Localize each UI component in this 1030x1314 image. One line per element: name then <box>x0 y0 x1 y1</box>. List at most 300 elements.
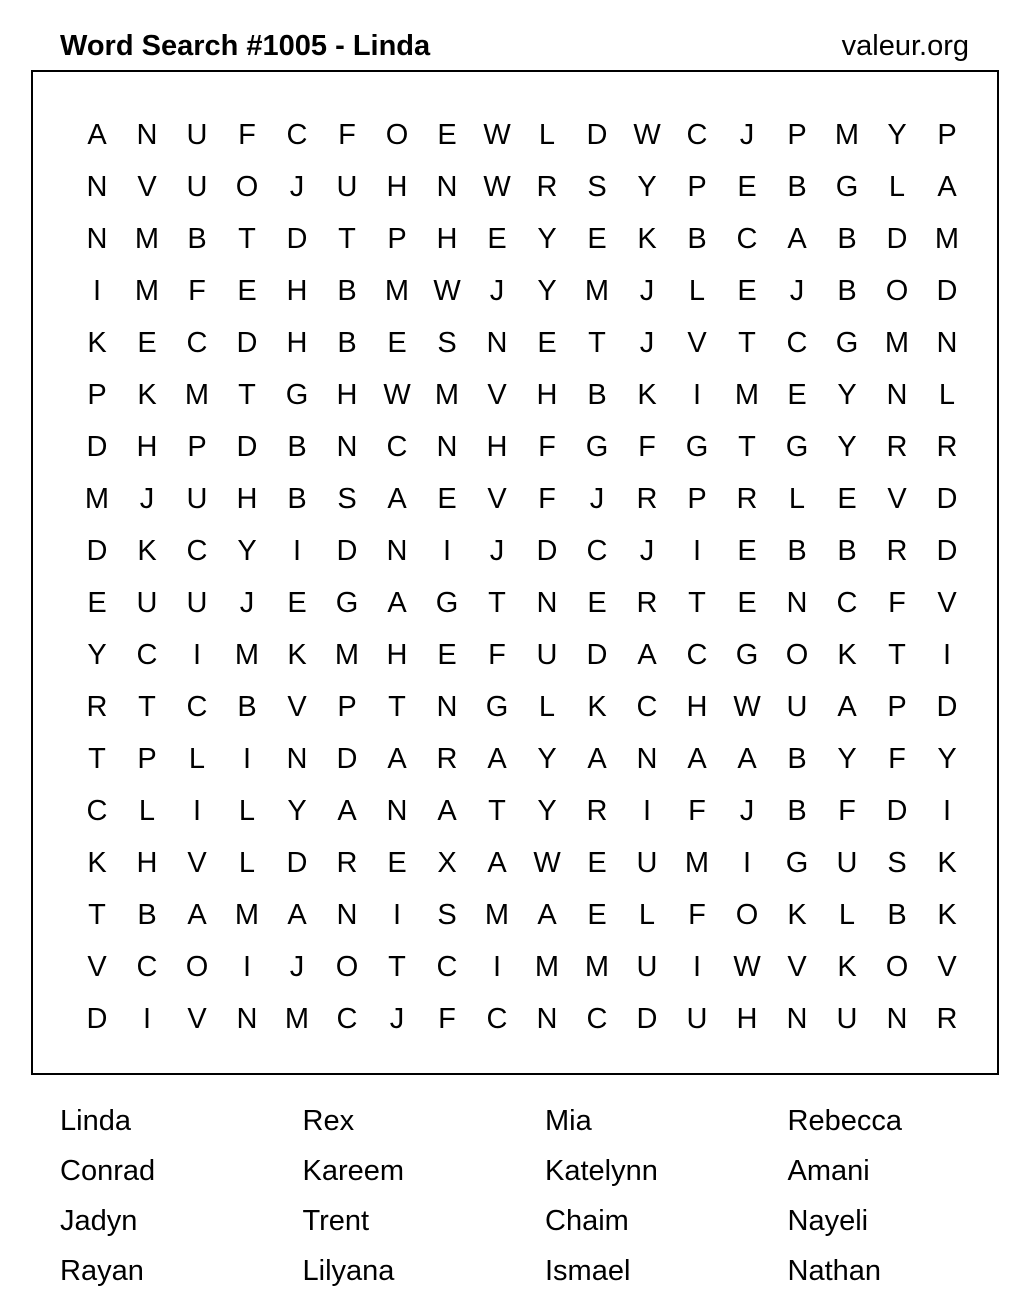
grid-letter: F <box>338 118 356 151</box>
grid-letter: K <box>787 898 807 931</box>
grid-letter: P <box>937 118 957 151</box>
grid-letter: C <box>636 690 658 723</box>
grid-letter: D <box>336 742 358 775</box>
grid-letter: M <box>434 378 460 411</box>
grid-letter: E <box>87 586 107 619</box>
grid-letter: N <box>286 742 308 775</box>
grid-letter: V <box>87 950 107 983</box>
word-list-item: Conrad <box>60 1155 156 1187</box>
grid-letter: F <box>888 586 906 619</box>
grid-letter: U <box>636 846 658 879</box>
grid-letter: K <box>937 846 957 879</box>
grid-letter: D <box>936 690 958 723</box>
grid-letter: B <box>287 430 307 463</box>
grid-letter: U <box>186 170 208 203</box>
grid-letter: H <box>236 482 258 515</box>
grid-letter: P <box>137 742 157 775</box>
grid-letter: O <box>235 170 259 203</box>
grid-letter: O <box>185 950 209 983</box>
grid-letter: E <box>437 638 457 671</box>
grid-letter: Y <box>537 794 557 827</box>
grid-letter: H <box>136 430 158 463</box>
grid-letter: R <box>536 170 558 203</box>
grid-letter: O <box>885 950 909 983</box>
letter-grid <box>72 109 972 1045</box>
grid-letter: D <box>586 638 608 671</box>
grid-letter: G <box>485 690 509 723</box>
grid-letter: N <box>86 170 108 203</box>
grid-letter: I <box>692 950 702 983</box>
grid-letter: B <box>887 898 907 931</box>
grid-letter: O <box>385 118 409 151</box>
grid-letter: M <box>534 950 560 983</box>
grid-letter: V <box>787 950 807 983</box>
grid-letter: E <box>787 378 807 411</box>
grid-letter: H <box>486 430 508 463</box>
grid-letter: K <box>87 326 107 359</box>
grid-letter: F <box>238 118 256 151</box>
grid-letter: N <box>536 1002 558 1035</box>
grid-letter: U <box>186 118 208 151</box>
grid-letter: C <box>86 794 108 827</box>
grid-letter: C <box>136 950 158 983</box>
grid-letter: M <box>284 1002 310 1035</box>
grid-letter: T <box>388 690 406 723</box>
grid-letter: E <box>487 222 507 255</box>
puzzle-title: Word Search #1005 - Linda <box>60 30 431 62</box>
grid-letter: A <box>437 794 457 827</box>
grid-letter: A <box>487 742 507 775</box>
grid-letter: M <box>734 378 760 411</box>
grid-letter: E <box>587 222 607 255</box>
grid-letter: V <box>137 170 157 203</box>
grid-letter: L <box>238 794 256 827</box>
grid-letter: Y <box>887 118 907 151</box>
grid-letter: C <box>386 430 408 463</box>
grid-letter: N <box>886 378 908 411</box>
grid-letter: B <box>287 482 307 515</box>
grid-letter: F <box>688 794 706 827</box>
grid-letter: R <box>336 846 358 879</box>
grid-letter: N <box>436 170 458 203</box>
grid-letter: N <box>786 1002 808 1035</box>
grid-letter: R <box>636 482 658 515</box>
grid-letter: D <box>936 274 958 307</box>
grid-letter: M <box>484 898 510 931</box>
grid-letter: G <box>785 430 809 463</box>
grid-letter: Y <box>537 742 557 775</box>
grid-letter: F <box>888 742 906 775</box>
grid-letter: M <box>84 482 110 515</box>
grid-letter: G <box>835 326 859 359</box>
word-list-item: Linda <box>60 1105 131 1137</box>
grid-letter: S <box>337 482 357 515</box>
grid-letter: M <box>184 378 210 411</box>
grid-letter: T <box>688 586 706 619</box>
grid-letter: O <box>885 274 909 307</box>
grid-letter: N <box>436 690 458 723</box>
grid-letter: U <box>636 950 658 983</box>
grid-letter: T <box>138 690 156 723</box>
grid-letter: Y <box>87 638 107 671</box>
grid-letter: J <box>639 534 655 567</box>
grid-letter: J <box>489 274 505 307</box>
grid-letter: A <box>737 742 757 775</box>
grid-letter: E <box>737 274 757 307</box>
grid-letter: D <box>636 1002 658 1035</box>
grid-letter: T <box>588 326 606 359</box>
grid-letter: L <box>138 794 156 827</box>
grid-letter: D <box>536 534 558 567</box>
grid-letter: J <box>289 170 305 203</box>
grid-letter: G <box>785 846 809 879</box>
grid-letter: C <box>336 1002 358 1035</box>
grid-letter: N <box>436 430 458 463</box>
grid-letter: W <box>483 170 511 203</box>
grid-letter: V <box>287 690 307 723</box>
grid-letter: D <box>936 534 958 567</box>
grid-letter: P <box>387 222 407 255</box>
grid-letter: C <box>186 690 208 723</box>
grid-letter: U <box>536 638 558 671</box>
grid-letter: D <box>586 118 608 151</box>
grid-letter: K <box>837 638 857 671</box>
grid-letter: C <box>586 1002 608 1035</box>
grid-letter: T <box>238 378 256 411</box>
grid-letter: I <box>442 534 452 567</box>
grid-letter: T <box>738 430 756 463</box>
grid-letter: A <box>387 742 407 775</box>
grid-letter: J <box>639 326 655 359</box>
grid-letter: G <box>685 430 709 463</box>
grid-letter: V <box>487 378 507 411</box>
grid-letter: E <box>387 326 407 359</box>
grid-letter: U <box>136 586 158 619</box>
grid-letter: A <box>937 170 957 203</box>
grid-letter: U <box>186 482 208 515</box>
grid-letter: V <box>887 482 907 515</box>
grid-letter: I <box>692 378 702 411</box>
grid-letter: W <box>733 950 761 983</box>
grid-letter: I <box>142 1002 152 1035</box>
grid-letter: G <box>735 638 759 671</box>
grid-letter: R <box>886 430 908 463</box>
grid-letter: W <box>533 846 561 879</box>
grid-letter: T <box>338 222 356 255</box>
site-name: valeur.org <box>841 30 969 62</box>
grid-letter: E <box>287 586 307 619</box>
grid-letter: E <box>537 326 557 359</box>
grid-letter: W <box>433 274 461 307</box>
grid-letter: D <box>286 846 308 879</box>
grid-letter: S <box>587 170 607 203</box>
grid-letter: C <box>436 950 458 983</box>
grid-letter: C <box>486 1002 508 1035</box>
grid-letter: Y <box>937 742 957 775</box>
grid-letter: N <box>636 742 658 775</box>
grid-letter: A <box>387 482 407 515</box>
grid-letter: I <box>942 638 952 671</box>
grid-letter: R <box>936 1002 958 1035</box>
grid-letter: M <box>234 638 260 671</box>
grid-letter: K <box>937 898 957 931</box>
grid-letter: L <box>688 274 706 307</box>
grid-letter: E <box>137 326 157 359</box>
grid-letter: U <box>786 690 808 723</box>
grid-letter: F <box>188 274 206 307</box>
grid-letter: L <box>538 118 556 151</box>
grid-letter: S <box>437 898 457 931</box>
grid-letter: I <box>942 794 952 827</box>
grid-letter: T <box>738 326 756 359</box>
grid-letter: M <box>334 638 360 671</box>
grid-letter: A <box>787 222 807 255</box>
grid-letter: I <box>742 846 752 879</box>
grid-letter: Y <box>637 170 657 203</box>
grid-letter: V <box>187 846 207 879</box>
grid-letter: R <box>586 794 608 827</box>
grid-letter: E <box>837 482 857 515</box>
grid-letter: K <box>87 846 107 879</box>
grid-letter: V <box>937 950 957 983</box>
grid-letter: U <box>336 170 358 203</box>
grid-letter: E <box>737 170 757 203</box>
grid-letter: C <box>286 118 308 151</box>
grid-letter: M <box>934 222 960 255</box>
word-list-item: Rebecca <box>787 1105 902 1137</box>
grid-letter: F <box>838 794 856 827</box>
grid-letter: I <box>642 794 652 827</box>
grid-letter: L <box>188 742 206 775</box>
grid-letter: G <box>335 586 359 619</box>
grid-letter: A <box>637 638 657 671</box>
grid-letter: J <box>589 482 605 515</box>
grid-letter: A <box>337 794 357 827</box>
grid-letter: I <box>292 534 302 567</box>
grid-letter: D <box>236 430 258 463</box>
grid-letter: I <box>492 950 502 983</box>
grid-letter: L <box>538 690 556 723</box>
grid-letter: J <box>489 534 505 567</box>
grid-letter: D <box>936 482 958 515</box>
word-list-item: Lilyana <box>302 1255 395 1287</box>
grid-letter: V <box>937 586 957 619</box>
grid-letter: O <box>735 898 759 931</box>
grid-letter: F <box>688 898 706 931</box>
grid-letter: F <box>638 430 656 463</box>
grid-letter: F <box>538 430 556 463</box>
grid-letter: A <box>187 898 207 931</box>
grid-letter: W <box>633 118 661 151</box>
word-list-item: Trent <box>302 1205 370 1237</box>
grid-letter: M <box>384 274 410 307</box>
grid-letter: P <box>687 482 707 515</box>
grid-letter: N <box>786 586 808 619</box>
grid-letter: U <box>686 1002 708 1035</box>
word-list-item: Chaim <box>545 1205 629 1237</box>
grid-letter: H <box>386 170 408 203</box>
grid-letter: M <box>234 898 260 931</box>
grid-letter: D <box>886 794 908 827</box>
grid-letter: A <box>487 846 507 879</box>
grid-letter: K <box>137 378 157 411</box>
grid-letter: P <box>687 170 707 203</box>
grid-letter: B <box>787 170 807 203</box>
grid-letter: M <box>834 118 860 151</box>
grid-letter: N <box>936 326 958 359</box>
grid-letter: H <box>686 690 708 723</box>
grid-letter: B <box>787 794 807 827</box>
grid-letter: R <box>936 430 958 463</box>
grid-letter: G <box>435 586 459 619</box>
grid-letter: J <box>289 950 305 983</box>
grid-letter: C <box>586 534 608 567</box>
grid-letter: B <box>237 690 257 723</box>
grid-letter: T <box>888 638 906 671</box>
grid-letter: V <box>487 482 507 515</box>
grid-letter: D <box>886 222 908 255</box>
grid-letter: C <box>736 222 758 255</box>
grid-letter: M <box>884 326 910 359</box>
grid-letter: B <box>787 742 807 775</box>
grid-letter: C <box>136 638 158 671</box>
grid-letter: N <box>236 1002 258 1035</box>
word-list-item: Rex <box>302 1105 355 1137</box>
grid-letter: Y <box>837 378 857 411</box>
grid-letter: E <box>437 482 457 515</box>
word-list-item: Mia <box>545 1105 592 1137</box>
grid-letter: P <box>887 690 907 723</box>
grid-letter: T <box>238 222 256 255</box>
grid-letter: K <box>137 534 157 567</box>
grid-letter: A <box>687 742 707 775</box>
grid-letter: Y <box>537 274 557 307</box>
grid-letter: B <box>337 326 357 359</box>
grid-letter: E <box>237 274 257 307</box>
grid-letter: H <box>286 274 308 307</box>
grid-letter: N <box>886 1002 908 1035</box>
grid-letter: J <box>739 118 755 151</box>
grid-letter: F <box>438 1002 456 1035</box>
word-list-item: Nathan <box>787 1255 882 1287</box>
grid-letter: T <box>88 898 106 931</box>
grid-letter: N <box>536 586 558 619</box>
grid-letter: C <box>786 326 808 359</box>
grid-letter: W <box>733 690 761 723</box>
puzzle-box <box>31 70 999 1075</box>
grid-letter: T <box>488 794 506 827</box>
grid-letter: U <box>836 1002 858 1035</box>
grid-letter: N <box>136 118 158 151</box>
grid-letter: I <box>192 638 202 671</box>
grid-letter: C <box>686 118 708 151</box>
grid-letter: H <box>436 222 458 255</box>
grid-letter: K <box>637 222 657 255</box>
grid-letter: W <box>483 118 511 151</box>
grid-letter: R <box>636 586 658 619</box>
grid-letter: O <box>785 638 809 671</box>
word-list-item: Ismael <box>545 1255 631 1287</box>
grid-letter: D <box>336 534 358 567</box>
grid-letter: B <box>837 534 857 567</box>
grid-letter: G <box>585 430 609 463</box>
grid-letter: K <box>587 690 607 723</box>
word-list-item: Nayeli <box>787 1205 869 1237</box>
grid-letter: B <box>587 378 607 411</box>
grid-letter: B <box>837 222 857 255</box>
grid-letter: A <box>587 742 607 775</box>
grid-letter: C <box>836 586 858 619</box>
grid-letter: D <box>86 430 108 463</box>
grid-letter: N <box>386 534 408 567</box>
word-list-item: Amani <box>787 1155 870 1187</box>
grid-letter: B <box>837 274 857 307</box>
grid-letter: J <box>139 482 155 515</box>
grid-letter: D <box>86 1002 108 1035</box>
grid-letter: L <box>838 898 856 931</box>
grid-letter: T <box>488 586 506 619</box>
grid-letter: N <box>336 898 358 931</box>
grid-letter: V <box>687 326 707 359</box>
grid-letter: B <box>337 274 357 307</box>
grid-letter: M <box>584 950 610 983</box>
grid-letter: I <box>392 898 402 931</box>
grid-letter: V <box>187 1002 207 1035</box>
grid-letter: A <box>837 690 857 723</box>
grid-letter: W <box>383 378 411 411</box>
grid-letter: Y <box>287 794 307 827</box>
word-list-item: Kareem <box>302 1155 405 1187</box>
grid-letter: F <box>488 638 506 671</box>
grid-letter: E <box>387 846 407 879</box>
grid-letter: U <box>186 586 208 619</box>
grid-letter: O <box>335 950 359 983</box>
grid-letter: I <box>692 534 702 567</box>
grid-letter: E <box>737 534 757 567</box>
grid-letter: A <box>387 586 407 619</box>
grid-letter: N <box>486 326 508 359</box>
grid-letter: T <box>388 950 406 983</box>
grid-letter: H <box>736 1002 758 1035</box>
grid-letter: E <box>587 846 607 879</box>
grid-letter: R <box>736 482 758 515</box>
grid-letter: N <box>86 222 108 255</box>
grid-letter: P <box>187 430 207 463</box>
grid-letter: L <box>888 170 906 203</box>
grid-letter: R <box>436 742 458 775</box>
grid-letter: H <box>336 378 358 411</box>
grid-letter: J <box>389 1002 405 1035</box>
grid-letter: J <box>239 586 255 619</box>
grid-letter: T <box>88 742 106 775</box>
grid-letter: F <box>538 482 556 515</box>
word-list-item: Katelynn <box>545 1155 658 1187</box>
grid-letter: A <box>87 118 107 151</box>
grid-letter: N <box>336 430 358 463</box>
grid-letter: B <box>687 222 707 255</box>
grid-letter: M <box>584 274 610 307</box>
grid-letter: C <box>686 638 708 671</box>
grid-letter: K <box>837 950 857 983</box>
grid-letter: P <box>787 118 807 151</box>
grid-letter: Y <box>837 430 857 463</box>
grid-letter: E <box>587 586 607 619</box>
grid-letter: P <box>87 378 107 411</box>
grid-letter: C <box>186 326 208 359</box>
grid-letter: A <box>537 898 557 931</box>
grid-letter: H <box>386 638 408 671</box>
grid-letter: L <box>788 482 806 515</box>
